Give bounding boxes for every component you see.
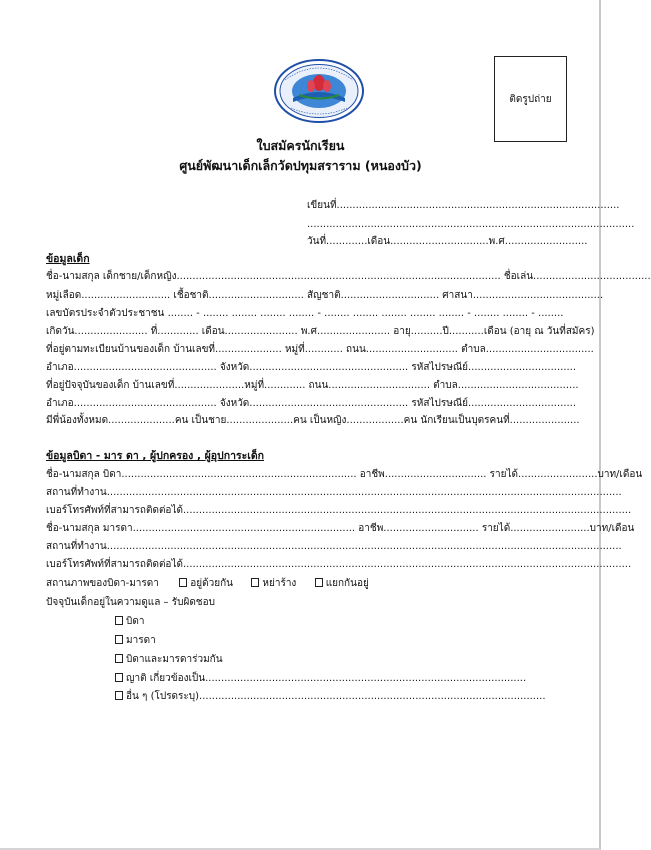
status-divorced-label: หย่าร้าง <box>262 578 297 589</box>
photo-placeholder-box <box>494 56 567 142</box>
child-id-number-field[interactable]: เลขบัตรประจำตัวประชาชน ........ - ........ ........ ........ ........ - ........ ........ ........ ........ ........ - ........ ........ - ........ <box>46 308 564 319</box>
form-subtitle: ศูนย์พัฒนาเด็กเล็กวัดปทุมสราราม (หนองบัว) <box>179 158 422 173</box>
child-current-address-field[interactable]: ที่อยู่ปัจจุบันของเด็ก บ้านเลขที่......................หมู่ที่............. ถนน................................ ตำบล...................................... <box>46 380 579 391</box>
school-seal-logo <box>273 58 365 124</box>
child-registered-district-field[interactable]: อำเภอ............................................. จังหวัด.................................................. รหัสไปรษณีย์.................................. <box>46 362 577 373</box>
care-other-label[interactable]: อื่น ๆ (โปรดระบุ)............................................................................................................. <box>126 691 546 702</box>
care-both-label: บิดาและมารดาร่วมกัน <box>126 654 223 665</box>
care-father-label: บิดา <box>126 616 145 627</box>
date-field[interactable]: วันที่.............เดือน...............................พ.ศ.......................... <box>307 236 588 247</box>
status-divorced-checkbox[interactable] <box>251 578 259 587</box>
care-option-mother <box>115 634 156 648</box>
father-workplace-field[interactable]: สถานที่ทำงาน.................................................................................................................................................................. <box>46 487 622 498</box>
written-at-field-line2[interactable]: ....................................................................................................... <box>307 219 635 230</box>
mother-workplace-field[interactable]: สถานที่ทำงาน.................................................................................................................................................................. <box>46 541 622 552</box>
parent-status-row <box>46 577 369 591</box>
parent-section-heading: ข้อมูลบิดา - มาร ดา , ผู้ปกครอง , ผู้อุปการะเด็ก <box>46 450 265 462</box>
child-name-field[interactable]: ชื่อ-นามสกุล เด็กชาย/เด็กหญิง...................................................................................................... ชื่อเล่น..................................... <box>46 271 651 282</box>
care-relative-checkbox[interactable] <box>115 673 123 682</box>
care-both-checkbox[interactable] <box>115 654 123 663</box>
photo-box-label: ติดรูปถ่าย <box>509 93 552 105</box>
care-option-father <box>115 615 144 629</box>
child-section-heading: ข้อมูลเด็ก <box>46 253 90 265</box>
care-label: ปัจจุบันเด็กอยู่ในความดูแล – รับผิดชอบ <box>46 597 215 608</box>
mother-phone-field[interactable]: เบอร์โทรศัพท์ที่สามารถติดต่อได้............................................................................................................................................. <box>46 559 632 570</box>
form-title: ใบสมัครนักเรียน <box>256 138 345 153</box>
written-at-field[interactable]: เขียนที่......................................................................................... <box>307 200 620 211</box>
status-together-label: อยู่ด้วยกัน <box>190 578 233 589</box>
care-relative-label[interactable]: ญาติ เกี่ยวข้องเป็น..................................................................................................... <box>126 673 527 684</box>
child-birthdate-field[interactable]: เกิดวัน....................... ที่............. เดือน....................... พ.ศ....................... อายุ..........ปี...........เดือน (อายุ ณ วันที่สมัคร) <box>46 326 595 337</box>
care-option-relative <box>115 672 526 686</box>
child-siblings-field[interactable]: มีพี่น้องทั้งหมด.....................คน เป็นชาย.....................คน เป็นหญิง..................คน นักเรียนเป็นบุตรคนที่...................... <box>46 415 580 426</box>
parent-status-label: สถานภาพของบิดา-มารดา <box>46 578 159 589</box>
status-together-checkbox[interactable] <box>179 578 187 587</box>
father-name-field[interactable]: ชื่อ-นามสกุล บิดา.......................................................................... อาชีพ................................ รายได้.........................บาท/เดือน <box>46 469 643 480</box>
care-father-checkbox[interactable] <box>115 616 123 625</box>
status-separated-label: แยกกันอยู่ <box>325 578 369 589</box>
mother-name-field[interactable]: ชื่อ-นามสกุล มารดา...................................................................... อาชีพ.............................. รายได้.........................บาท/เดือน <box>46 523 635 534</box>
care-other-checkbox[interactable] <box>115 691 123 700</box>
child-blood-nationality-field[interactable]: หมู่เลือด............................ เชื้อชาติ.............................. สัญชาติ............................... ศาสนา......................................... <box>46 290 604 301</box>
child-current-district-field[interactable]: อำเภอ............................................. จังหวัด.................................................. รหัสไปรษณีย์.................................. <box>46 398 577 409</box>
father-phone-field[interactable]: เบอร์โทรศัพท์ที่สามารถติดต่อได้............................................................................................................................................. <box>46 505 632 516</box>
care-mother-label: มารดา <box>126 635 156 646</box>
care-option-both <box>115 653 223 667</box>
care-option-other <box>115 690 546 704</box>
status-separated-checkbox[interactable] <box>315 578 323 587</box>
child-registered-address-field[interactable]: ที่อยู่ตามทะเบียนบ้านของเด็ก บ้านเลขที่..................... หมู่ที่............ ถนน............................. ตำบล.................................. <box>46 344 594 355</box>
care-mother-checkbox[interactable] <box>115 635 123 644</box>
